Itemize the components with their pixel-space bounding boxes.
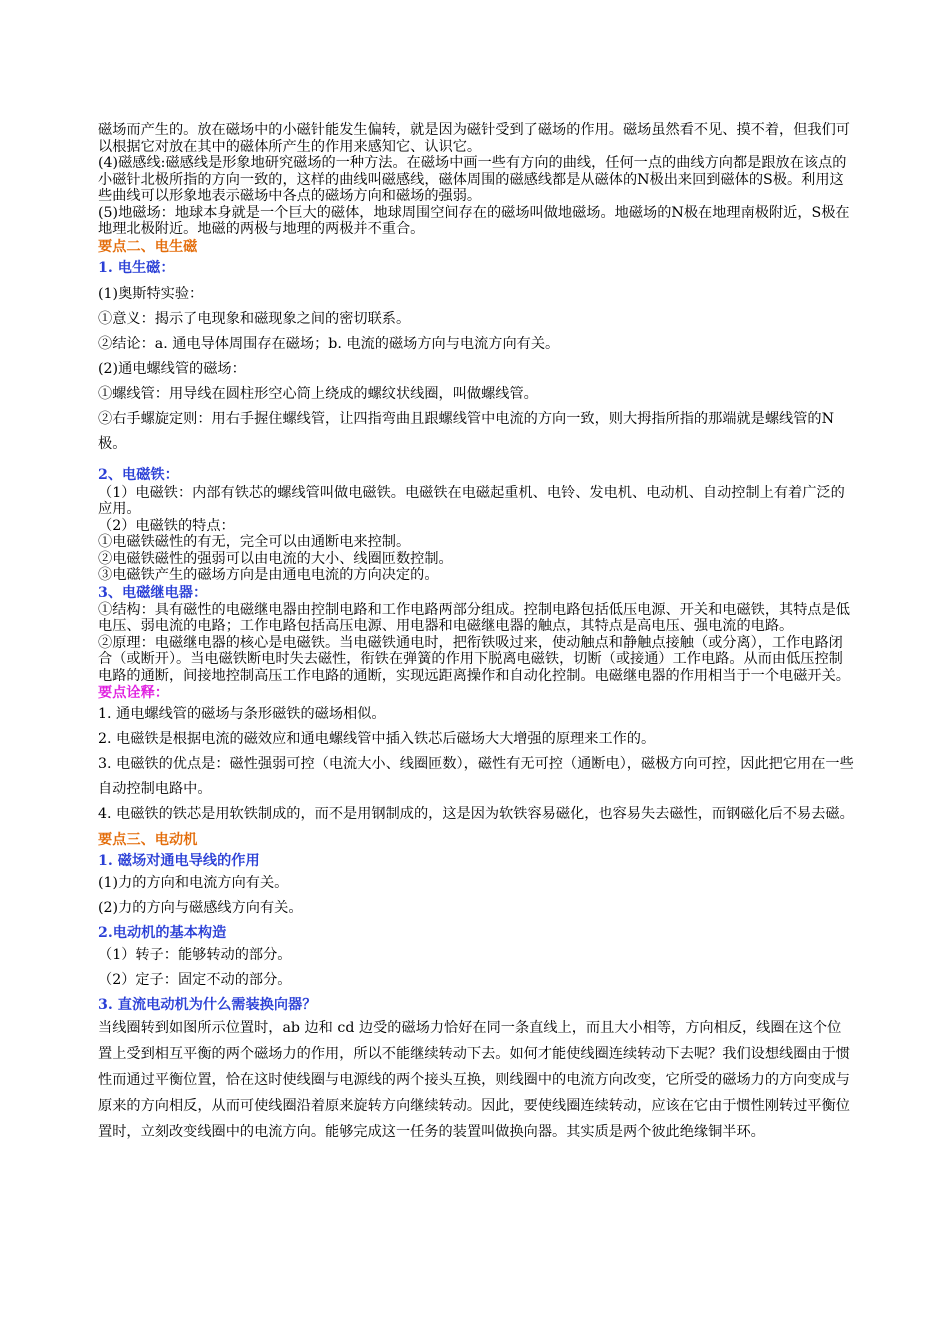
list-item: （1）转子：能够转动的部分。 (98, 947, 292, 963)
paragraph-geomagnetic-field: (5)地磁场：地球本身就是一个巨大的磁体，地球周围空间存在的磁场叫做地磁场。地磁场的N极在地理南极附近，S极在地理北极附近。地磁的两极与地理的两极并不重合。 (98, 204, 850, 237)
subheading-current-produces-magnetism: 1. 电生磁： (98, 259, 175, 276)
list-item: ①电磁铁磁性的有无，完全可以由通断电来控制。 (98, 534, 411, 550)
notes-heading: 要点诠释： (98, 685, 169, 701)
list-item: 4. 电磁铁的铁芯是用软铁制成的，而不是用钢制成的，这是因为软铁容易磁化，也容易失去磁性，而钢磁化后不易去磁。 (98, 806, 854, 822)
list-item: ②结论：a. 通电导体周围存在磁场；b. 电流的磁场方向与电流方向有关。 (98, 335, 560, 352)
section-heading-motor: 要点三、电动机 (98, 832, 198, 848)
list-item: 3. 电磁铁的优点是：磁性强弱可控（电流大小、线圈匝数），磁性有无可控（通断电），磁极方向可控，因此把它用在一些自动控制电路中。 (98, 756, 854, 797)
list-item: ③电磁铁产生的磁场方向是由通电电流的方向决定的。 (98, 567, 439, 583)
list-item: (2)通电螺线管的磁场： (98, 360, 246, 377)
list-item: （2）电磁铁的特点： (98, 517, 235, 534)
document-page (98, 122, 854, 1145)
subheading-commutator: 3. 直流电动机为什么需装换向器？ (98, 997, 317, 1013)
list-item: ①意义：揭示了电现象和磁现象之间的密切联系。 (98, 310, 411, 327)
list-item: ②原理：电磁继电器的核心是电磁铁。当电磁铁通电时，把衔铁吸过来，使动触点和静触点接触（或分离），工作电路闭合（或断开）。当电磁铁断电时失去磁性，衔铁在弹簧的作用下脱离电磁铁，切断（或接通）工作电路。从而由低压控制电路的通断，间接地控制高压工作电路的通断，实现远距离操作和自动化控制。电磁继电器的作用相当于一个电磁开关。 (98, 634, 850, 684)
subheading-relay: 3、电磁继电器： (98, 584, 208, 601)
paragraph-magnetic-lines: (4)磁感线:磁感线是形象地研究磁场的一种方法。在磁场中画一些有方向的曲线，任何一点的曲线方向都是跟放在该点的小磁针北极所指的方向一致的，这样的曲线叫磁感线，磁体周围的磁感线都是从磁体的N极出来回到磁体的S极。利用这些曲线可以形象地表示磁场中各点的磁场方向和磁场的强弱。 (98, 155, 847, 204)
paragraph-magnetic-field: 磁场而产生的。放在磁场中的小磁针能发生偏转，就是因为磁针受到了磁场的作用。磁场虽然看不见、摸不着，但我们可以根据它对放在其中的磁体所产生的作用来感知它、认识它。 (98, 122, 850, 155)
list-item: ②电磁铁磁性的强弱可以由电流的大小、线圈匝数控制。 (98, 550, 453, 567)
list-item: (1)力的方向和电流方向有关。 (98, 875, 289, 891)
subheading-force-on-wire: 1. 磁场对通电导线的作用 (98, 853, 260, 869)
list-item: ②右手螺旋定则：用右手握住螺线管，让四指弯曲且跟螺线管中电流的方向一致，则大拇指所指的那端就是螺线管的N极。 (98, 410, 834, 452)
subheading-electromagnet: 2、电磁铁： (98, 466, 179, 483)
paragraph-commutator: 当线圈转到如图所示位置时，ab 边和 cd 边受的磁场力恰好在同一条直线上，而且大小相等，方向相反，线圈在这个位置上受到相互平衡的两个磁场力的作用，所以不能继续转动下去。如何才能使线圈连续转动下去呢？我们设想线圈由于惯性而通过平衡位置，恰在这时使线圈与电源线的两个接头互换，则线圈中的电流方向改变，它所受的磁场力的方向变成与原来的方向相反，从而可使线圈沿着原来旋转方向继续转动。因此，要使线圈连续转动，应该在它由于惯性刚转过平衡位置时，立刻改变线圈中的电流方向。能够完成这一任务的装置叫做换向器。其实质是两个彼此绝缘铜半环。 (98, 1020, 850, 1140)
list-item: 2. 电磁铁是根据电流的磁效应和通电螺线管中插入铁芯后磁场大大增强的原理来工作的。 (98, 731, 656, 747)
section-heading-electromagnetism: 要点二、电生磁 (98, 238, 198, 255)
list-item: (2)力的方向与磁感线方向有关。 (98, 900, 303, 916)
list-item: （1）电磁铁：内部有铁芯的螺线管叫做电磁铁。电磁铁在电磁起重机、电铃、发电机、电动机、自动控制上有着广泛的应用。 (98, 484, 845, 517)
list-item: (1)奥斯特实验： (98, 285, 204, 302)
list-item: 1. 通电螺线管的磁场与条形磁铁的磁场相似。 (98, 706, 386, 722)
list-item: ①螺线管：用导线在圆柱形空心筒上绕成的螺纹状线圈，叫做螺线管。 (98, 385, 538, 402)
list-item: （2）定子：固定不动的部分。 (98, 972, 292, 988)
list-item: ①结构：具有磁性的电磁继电器由控制电路和工作电路两部分组成。控制电路包括低压电源、开关和电磁铁，其特点是低电压、弱电流的电路；工作电路包括高压电源、用电器和电磁继电器的触点，其特点是高电压、强电流的电路。 (98, 601, 850, 634)
subheading-motor-structure: 2.电动机的基本构造 (98, 925, 227, 941)
